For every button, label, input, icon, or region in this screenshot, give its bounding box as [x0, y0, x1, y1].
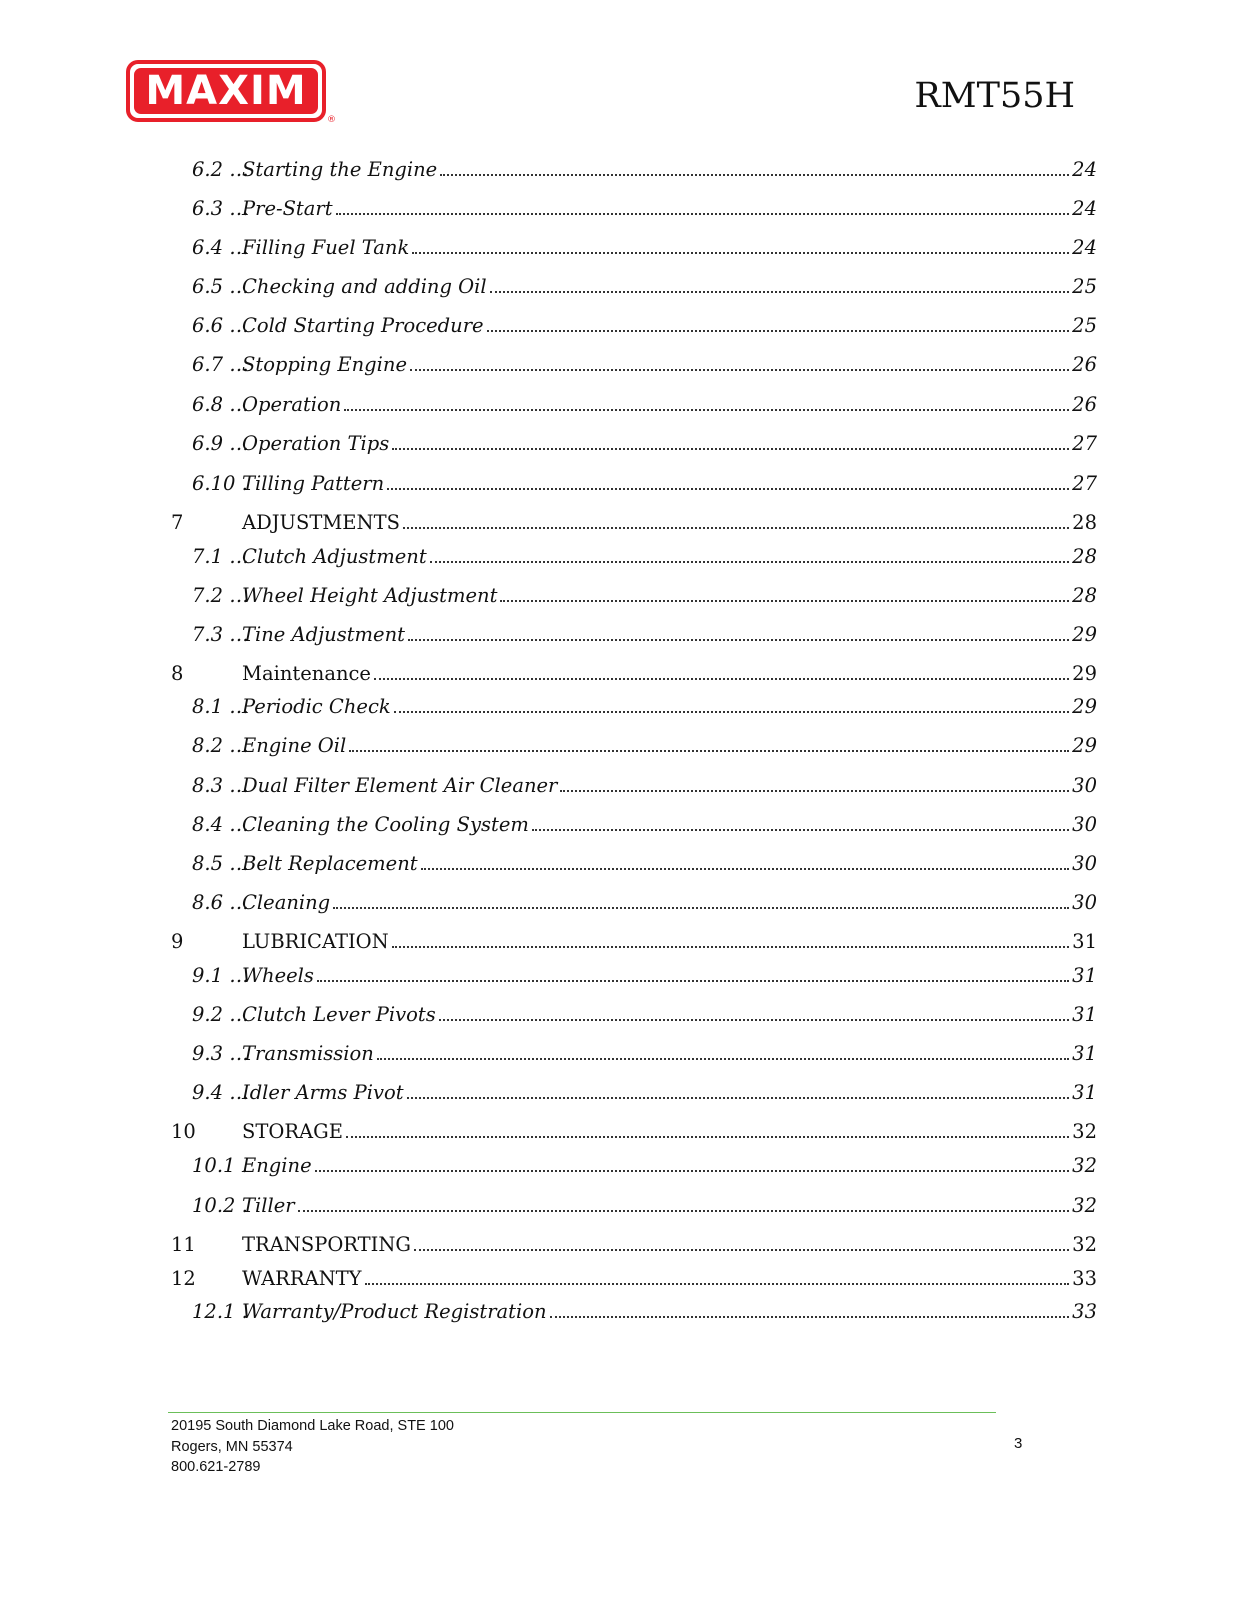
toc-entry-title: Cold Starting Procedure — [242, 314, 484, 337]
toc-entry-title: Periodic Check — [242, 695, 391, 718]
toc-entry-title: Engine Oil — [242, 734, 347, 757]
toc-entry-page: 27 — [1072, 472, 1097, 495]
toc-entry-number: 7.1 … — [192, 545, 249, 568]
toc-entry-title: Clutch Adjustment — [242, 545, 427, 568]
toc-section-entry[interactable] — [171, 511, 1097, 535]
toc-entry-title: Tine Adjustment — [242, 623, 405, 646]
toc-entry-number: 9.3 … — [192, 1042, 249, 1065]
toc-entry-page: 25 — [1072, 314, 1097, 337]
toc-subsection-entry[interactable] — [192, 695, 1097, 719]
toc-dot-leader — [421, 868, 1070, 870]
toc-subsection-entry[interactable] — [192, 158, 1097, 182]
toc-entry-title: Stopping Engine — [242, 353, 407, 376]
toc-entry-page: 30 — [1072, 852, 1097, 875]
toc-dot-leader — [407, 1097, 1070, 1099]
toc-entry-page: 30 — [1072, 891, 1097, 914]
toc-dot-leader — [349, 750, 1069, 752]
toc-entry-page: 30 — [1072, 774, 1097, 797]
toc-entry-page: 29 — [1072, 623, 1097, 646]
toc-entry-number: 8.2 … — [192, 734, 249, 757]
toc-entry-page: 24 — [1072, 236, 1097, 259]
toc-dot-leader — [377, 1058, 1069, 1060]
toc-dot-leader — [387, 488, 1069, 490]
toc-subsection-entry[interactable] — [192, 432, 1097, 456]
toc-entry-title: Dual Filter Element Air Cleaner — [242, 774, 558, 797]
toc-entry-page: 28 — [1072, 584, 1097, 607]
model-title: RMT55H — [914, 76, 1075, 116]
footer-divider — [168, 1412, 996, 1413]
toc-entry-page: 33 — [1072, 1300, 1097, 1323]
toc-entry-page: 24 — [1072, 158, 1097, 181]
toc-dot-leader — [410, 369, 1069, 371]
toc-entry-title: Starting the Engine — [242, 158, 438, 181]
toc-section-entry[interactable] — [171, 930, 1097, 954]
toc-section-entry[interactable] — [171, 662, 1097, 686]
toc-section-entry[interactable] — [171, 1267, 1097, 1291]
toc-entry-number: 8 — [171, 662, 184, 685]
toc-entry-title: STORAGE — [242, 1120, 343, 1143]
toc-entry-number: 6.3 … — [192, 197, 249, 220]
toc-subsection-entry[interactable] — [192, 891, 1097, 915]
toc-entry-title: WARRANTY — [242, 1267, 362, 1290]
toc-subsection-entry[interactable] — [192, 623, 1097, 647]
toc-subsection-entry[interactable] — [192, 852, 1097, 876]
toc-entry-number: 9.2 … — [192, 1003, 249, 1026]
toc-dot-leader — [346, 1136, 1069, 1138]
toc-subsection-entry[interactable] — [192, 353, 1097, 377]
toc-entry-title: Operation — [242, 393, 342, 416]
toc-dot-leader — [317, 980, 1069, 982]
toc-dot-leader — [487, 330, 1070, 332]
toc-entry-page: 28 — [1072, 511, 1097, 534]
toc-entry-page: 31 — [1072, 1003, 1097, 1026]
toc-entry-title: ADJUSTMENTS — [242, 511, 400, 534]
toc-subsection-entry[interactable] — [192, 197, 1097, 221]
toc-entry-page: 32 — [1072, 1194, 1097, 1217]
toc-entry-number: 6.8 … — [192, 393, 249, 416]
toc-dot-leader — [414, 1249, 1069, 1251]
toc-dot-leader — [344, 409, 1069, 411]
toc-entry-page: 31 — [1072, 1081, 1097, 1104]
toc-dot-leader — [403, 527, 1069, 529]
toc-subsection-entry[interactable] — [192, 813, 1097, 837]
toc-dot-leader — [394, 711, 1069, 713]
toc-subsection-entry[interactable] — [192, 545, 1097, 569]
toc-subsection-entry[interactable] — [192, 1042, 1097, 1066]
toc-entry-number: 6.9 … — [192, 432, 249, 455]
toc-subsection-entry[interactable] — [192, 314, 1097, 338]
toc-entry-number: 7 — [171, 511, 184, 534]
toc-dot-leader — [440, 174, 1069, 176]
page-number: 3 — [1014, 1435, 1023, 1452]
toc-entry-page: 29 — [1072, 662, 1097, 685]
toc-entry-page: 31 — [1072, 964, 1097, 987]
toc-entry-number: 8.4 … — [192, 813, 249, 836]
toc-entry-number: 6.5 … — [192, 275, 249, 298]
toc-subsection-entry[interactable] — [192, 275, 1097, 299]
toc-dot-leader — [408, 639, 1069, 641]
toc-entry-number: 6.10 . — [192, 472, 248, 495]
toc-entry-number: 6.7 … — [192, 353, 249, 376]
toc-entry-page: 24 — [1072, 197, 1097, 220]
toc-entry-title: Filling Fuel Tank — [242, 236, 410, 259]
toc-dot-leader — [490, 291, 1070, 293]
toc-entry-title: Engine — [242, 1154, 312, 1177]
phone-number: 800.621-2789 — [171, 1459, 261, 1475]
footer-address — [171, 1416, 454, 1478]
toc-dot-leader — [439, 1019, 1069, 1021]
toc-dot-leader — [532, 829, 1069, 831]
toc-subsection-entry[interactable] — [192, 734, 1097, 758]
toc-entry-title: Maintenance — [242, 662, 371, 685]
toc-dot-leader — [315, 1170, 1070, 1172]
toc-dot-leader — [336, 213, 1070, 215]
toc-entry-page: 31 — [1072, 1042, 1097, 1065]
toc-entry-title: Operation Tips — [242, 432, 390, 455]
toc-entry-page: 30 — [1072, 813, 1097, 836]
toc-entry-title: Transmission — [242, 1042, 374, 1065]
toc-dot-leader — [392, 946, 1069, 948]
toc-dot-leader — [412, 252, 1069, 254]
toc-dot-leader — [430, 561, 1070, 563]
toc-dot-leader — [374, 678, 1069, 680]
address-line-2: Rogers, MN 55374 — [171, 1438, 293, 1455]
toc-entry-number: 9.4 … — [192, 1081, 249, 1104]
toc-entry-title: Pre-Start — [242, 197, 333, 220]
toc-section-entry[interactable] — [171, 1120, 1097, 1144]
toc-entry-number: 10.1 . — [192, 1154, 248, 1177]
toc-entry-number: 8.1 … — [192, 695, 249, 718]
toc-subsection-entry[interactable] — [192, 1194, 1097, 1218]
toc-entry-number: 10.2 . — [192, 1194, 248, 1217]
toc-entry-title: Wheel Height Adjustment — [242, 584, 498, 607]
toc-entry-title: Idler Arms Pivot — [242, 1081, 404, 1104]
toc-dot-leader — [298, 1210, 1070, 1212]
toc-subsection-entry[interactable] — [192, 1003, 1097, 1027]
logo-text: MAXIM — [145, 68, 307, 114]
toc-entry-page: 26 — [1072, 393, 1097, 416]
toc-entry-number: 8.3 … — [192, 774, 249, 797]
toc-dot-leader — [333, 907, 1069, 909]
toc-entry-title: Wheels — [242, 964, 314, 987]
toc-dot-leader — [560, 790, 1069, 792]
toc-subsection-entry[interactable] — [192, 774, 1097, 798]
toc-entry-title: Checking and adding Oil — [242, 275, 487, 298]
toc-entry-number: 6.6 … — [192, 314, 249, 337]
toc-dot-leader — [392, 448, 1069, 450]
toc-entry-title: Cleaning — [242, 891, 331, 914]
toc-entry-number: 9.1 … — [192, 964, 249, 987]
toc-subsection-entry[interactable] — [192, 236, 1097, 260]
toc-subsection-entry[interactable] — [192, 1154, 1097, 1178]
toc-entry-number: 11 — [171, 1233, 196, 1256]
toc-entry-page: 32 — [1072, 1154, 1097, 1177]
toc-subsection-entry[interactable] — [192, 584, 1097, 608]
toc-entry-number: 10 — [171, 1120, 196, 1143]
maxim-logo — [126, 60, 326, 122]
toc-subsection-entry[interactable] — [192, 964, 1097, 988]
address-line-1: 20195 South Diamond Lake Road, STE 100 — [171, 1418, 454, 1434]
logo-badge — [134, 68, 318, 114]
toc-entry-number: 6.2 … — [192, 158, 249, 181]
toc-entry-number: 12 — [171, 1267, 196, 1290]
toc-entry-number: 12.1 . — [192, 1300, 248, 1323]
toc-entry-title: Belt Replacement — [242, 852, 418, 875]
toc-dot-leader — [550, 1316, 1070, 1318]
toc-section-entry[interactable] — [171, 1233, 1097, 1257]
toc-entry-page: 25 — [1072, 275, 1097, 298]
toc-entry-title: Cleaning the Cooling System — [242, 813, 529, 836]
toc-entry-page: 33 — [1072, 1267, 1097, 1290]
toc-entry-page: 29 — [1072, 695, 1097, 718]
toc-subsection-entry[interactable] — [192, 472, 1097, 496]
toc-subsection-entry[interactable] — [192, 1300, 1097, 1324]
toc-dot-leader — [500, 600, 1069, 602]
toc-dot-leader — [365, 1283, 1070, 1285]
toc-entry-title: Tiller — [242, 1194, 295, 1217]
toc-subsection-entry[interactable] — [192, 1081, 1097, 1105]
toc-entry-number: 9 — [171, 930, 184, 953]
toc-entry-number: 7.2 … — [192, 584, 249, 607]
toc-entry-page: 29 — [1072, 734, 1097, 757]
toc-entry-page: 26 — [1072, 353, 1097, 376]
registered-mark: ® — [327, 115, 336, 125]
toc-entry-title: Clutch Lever Pivots — [242, 1003, 436, 1026]
toc-entry-page: 27 — [1072, 432, 1097, 455]
toc-entry-title: Tilling Pattern — [242, 472, 385, 495]
toc-subsection-entry[interactable] — [192, 393, 1097, 417]
toc-entry-title: Warranty/Product Registration — [242, 1300, 547, 1323]
toc-entry-page: 32 — [1072, 1120, 1097, 1143]
toc-entry-number: 6.4 … — [192, 236, 249, 259]
toc-entry-number: 8.6 … — [192, 891, 249, 914]
toc-entry-number: 8.5 … — [192, 852, 249, 875]
toc-entry-number: 7.3 … — [192, 623, 249, 646]
toc-entry-page: 31 — [1072, 930, 1097, 953]
toc-entry-title: LUBRICATION — [242, 930, 389, 953]
toc-entry-page: 28 — [1072, 545, 1097, 568]
toc-entry-page: 32 — [1072, 1233, 1097, 1256]
toc-entry-title: TRANSPORTING — [242, 1233, 411, 1256]
